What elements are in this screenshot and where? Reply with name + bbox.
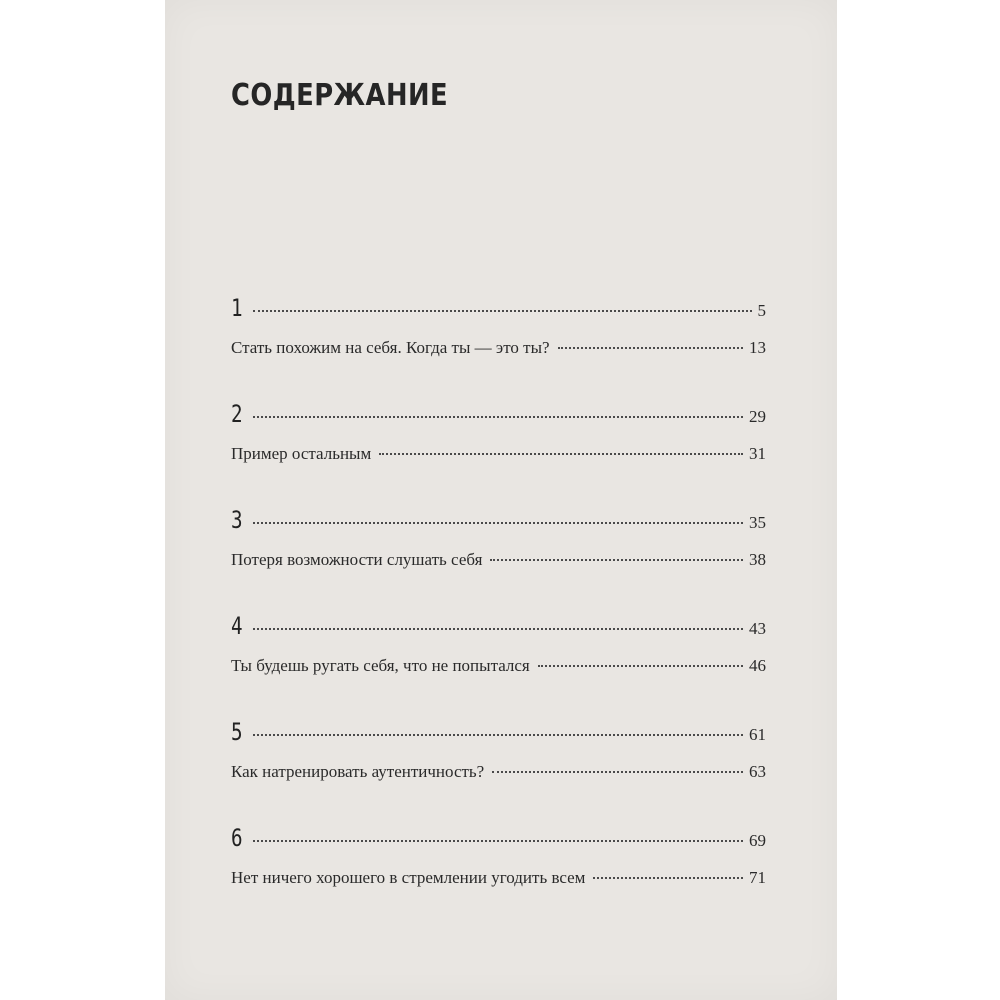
chapter-number: 6 <box>231 824 243 852</box>
toc-section-entry[interactable] <box>231 434 766 474</box>
page-number: 61 <box>749 725 766 744</box>
toc-chapter-4 <box>231 606 766 686</box>
toc-section-entry[interactable] <box>231 328 766 368</box>
toc-chapter-5 <box>231 712 766 792</box>
toc-section-entry[interactable] <box>231 752 766 792</box>
page-number: 46 <box>749 656 766 675</box>
dot-leader <box>253 310 751 312</box>
toc-chapter-1 <box>231 288 766 368</box>
dot-leader <box>253 628 743 630</box>
page-number: 35 <box>749 513 766 532</box>
toc-chapter-number-entry[interactable] <box>231 606 766 646</box>
toc-chapter-number-entry[interactable] <box>231 818 766 858</box>
chapter-number: 5 <box>231 718 243 746</box>
chapter-number: 1 <box>231 294 243 322</box>
section-title: Потеря возможности слушать себя <box>231 550 483 569</box>
dot-leader <box>253 416 743 418</box>
toc-chapter-6 <box>231 818 766 898</box>
toc-chapter-3 <box>231 500 766 580</box>
chapter-number: 4 <box>231 612 243 640</box>
table-of-contents <box>231 288 766 924</box>
page-number: 71 <box>749 868 766 887</box>
toc-chapter-number-entry[interactable] <box>231 712 766 752</box>
section-title: Как натренировать аутентичность? <box>231 762 485 781</box>
dot-leader <box>538 665 743 667</box>
page-number: 38 <box>749 550 766 569</box>
page-number: 29 <box>749 407 766 426</box>
page-title: СОДЕРЖАНИЕ <box>231 78 449 113</box>
page-number: 63 <box>749 762 766 781</box>
page-number: 43 <box>749 619 766 638</box>
toc-chapter-number-entry[interactable] <box>231 288 766 328</box>
page-number: 5 <box>757 301 766 320</box>
dot-leader <box>379 453 743 455</box>
toc-section-entry[interactable] <box>231 646 766 686</box>
dot-leader <box>253 840 743 842</box>
page-number: 69 <box>749 831 766 850</box>
dot-leader <box>253 522 743 524</box>
page-number: 13 <box>749 338 766 357</box>
chapter-number: 2 <box>231 400 243 428</box>
toc-section-entry[interactable] <box>231 540 766 580</box>
section-title: Нет ничего хорошего в стремлении угодить всем <box>231 868 586 887</box>
section-title: Стать похожим на себя. Когда ты — это ты? <box>231 338 550 357</box>
page-number: 31 <box>749 444 766 463</box>
section-title: Ты будешь ругать себя, что не попытался <box>231 656 530 675</box>
dot-leader <box>558 347 743 349</box>
toc-chapter-number-entry[interactable] <box>231 500 766 540</box>
dot-leader <box>253 734 743 736</box>
dot-leader <box>492 771 743 773</box>
chapter-number: 3 <box>231 506 243 534</box>
section-title: Пример остальным <box>231 444 372 463</box>
dot-leader <box>490 559 743 561</box>
toc-chapter-2 <box>231 394 766 474</box>
dot-leader <box>593 877 743 879</box>
toc-chapter-number-entry[interactable] <box>231 394 766 434</box>
toc-section-entry[interactable] <box>231 858 766 898</box>
